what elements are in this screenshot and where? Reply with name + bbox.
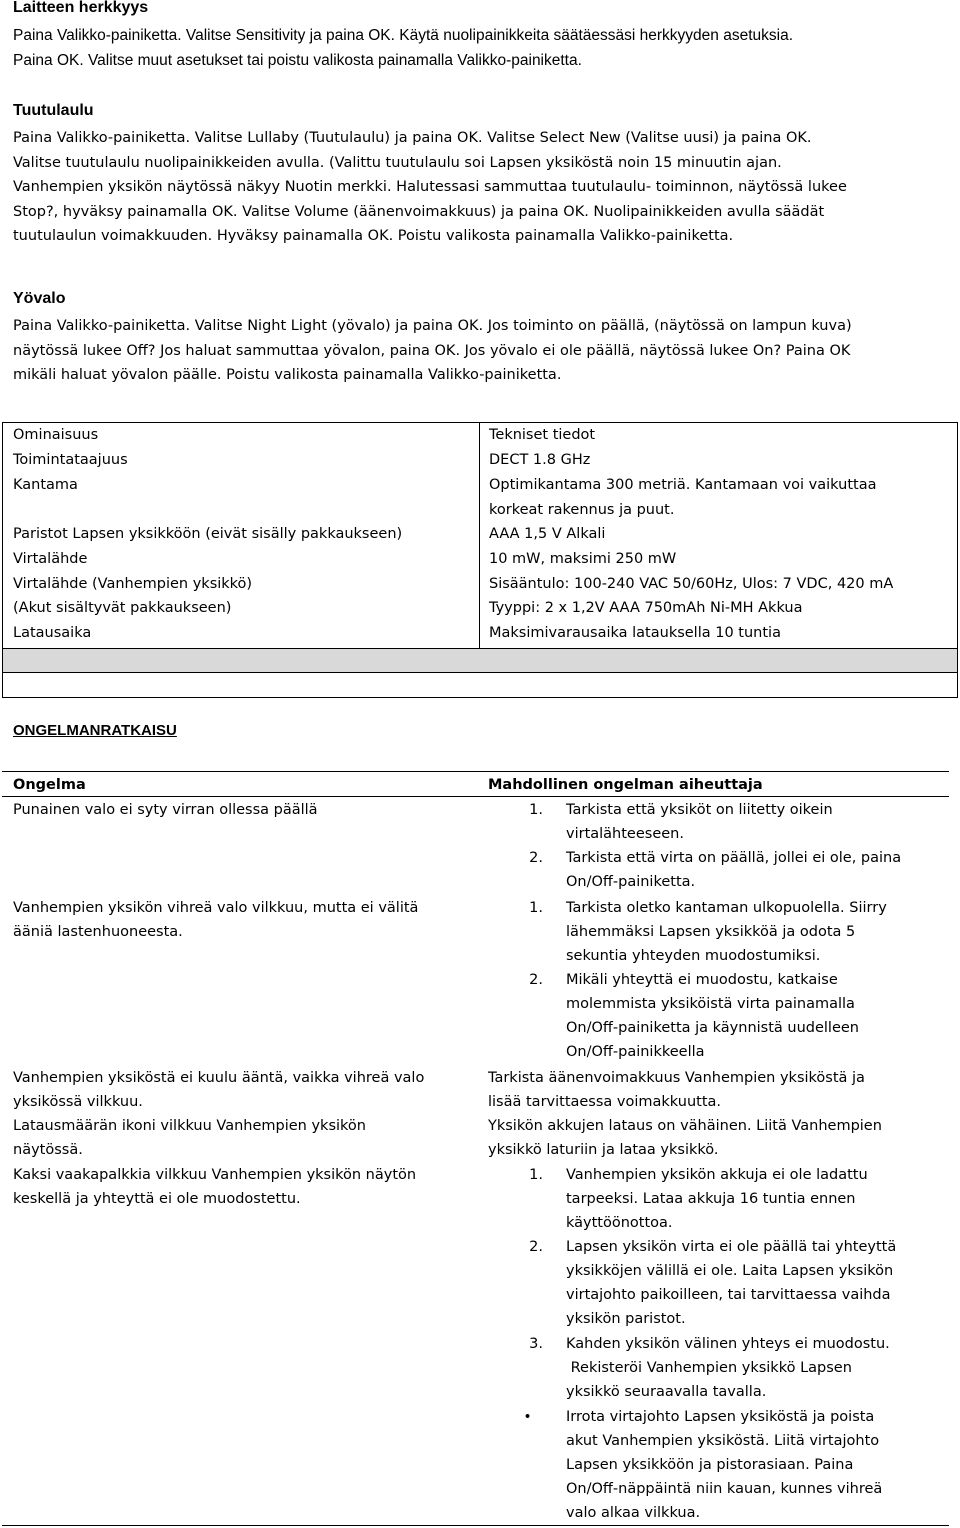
nightlight-line-1: Paina Valikko-painiketta. Valitse Night Light (yövalo) ja paina OK. Jos toiminto on päällä, (näytössä on lampun kuva) [13,318,852,334]
ts-item-line: On/Off-näppäintä niin kauan, kunnes vihreä [566,1481,883,1497]
lullaby-line-5: tuutulaulun voimakkuuden. Hyväksy painamalla OK. Poistu valikosta painamalla Valikko-painiketta. [13,228,734,244]
sensitivity-heading: Laitteen herkkyys [13,0,149,16]
ts-item-line: virtajohto paikoilleen, tai tarvittaessa vaihda [566,1287,891,1303]
lullaby-line-1: Paina Valikko-painiketta. Valitse Lullaby (Tuutulaulu) ja paina OK. Valitse Select New (Valitse uusi) ja paina OK. [13,130,812,146]
ts-item-number: 1. [529,802,543,818]
specs-middle-border [479,422,480,648]
ts-problem: Latausmäärän ikoni vilkkuu Vanhempien yksikön [13,1118,366,1134]
ts-item-number: 2. [529,972,543,988]
ts-cause: yksikkö laturiin ja lataa yksikkö. [488,1142,719,1158]
ts-item-line: käyttöönottoa. [566,1215,673,1231]
ts-item-line: Tarkista oletko kantaman ulkopuolella. Siirry [566,900,887,916]
ts-item-line: virtalähteeseen. [566,826,684,842]
spec-label: (Akut sisältyvät pakkaukseen) [13,600,232,616]
lullaby-heading: Tuutulaulu [13,102,94,119]
ts-item-line: tarpeeksi. Lataa akkuja 16 tuntia ennen [566,1191,856,1207]
ts-problem: yksikössä vilkkuu. [13,1094,143,1110]
nightlight-line-2: näytössä lukee Off? Jos haluat sammuttaa yövalon, paina OK. Jos yövalo ei ole päällä, näytössä lukee On? Paina OK [13,342,851,359]
specs-bottom-border [2,697,958,698]
spec-value: Sisääntulo: 100-240 VAC 50/60Hz, Ulos: 7 VDC, 420 mA [489,576,894,592]
ts-item-number: 1. [529,1167,543,1183]
nightlight-line-3: mikäli haluat yövalon päälle. Poistu valikosta painamalla Valikko-painiketta. [13,367,562,383]
ts-item-line: Kahden yksikön välinen yhteys ei muodostu. [566,1336,890,1352]
spec-value: AAA 1,5 V Alkali [489,526,606,542]
sensitivity-line-2: Paina OK. Valitse muut asetukset tai poistu valikosta painamalla Valikko-painiketta. [13,52,582,69]
ts-item-line: Lapsen yksikön virta ei ole päällä tai yhteyttä [566,1239,897,1255]
specs-footer-band [3,649,957,672]
spec-value: DECT 1.8 GHz [489,452,591,468]
sensitivity-line-1: Paina Valikko-painiketta. Valitse Sensitivity ja paina OK. Käytä nuolipainikkeita säätäessäsi herkkyyden asetuksia. [13,27,794,44]
bullet-icon: • [525,1409,531,1425]
ts-problem: keskellä ja yhteyttä ei ole muodostettu. [13,1191,301,1207]
lullaby-line-2: Valitse tuutulaulu nuolipainikkeiden avulla. (Valittu tuutulaulu soi Lapsen yksiköstä noin 15 minuutin ajan. [13,154,782,171]
ts-item-line: On/Off-painiketta ja käynnistä uudelleen [566,1020,859,1036]
ts-problem: näytössä. [13,1142,83,1158]
ts-item-line: Tarkista että yksiköt on liitetty oikein [566,802,833,818]
ts-cause: Tarkista äänenvoimakkuus Vanhempien yksiköstä ja [488,1070,865,1086]
spec-value: 10 mW, maksimi 250 mW [489,551,677,567]
ts-header-cause: Mahdollinen ongelman aiheuttaja [488,777,763,793]
ts-item-line: Vanhempien yksikön akkuja ei ole ladattu [566,1167,868,1183]
spec-label: Virtalähde [13,551,88,567]
ts-item-line: On/Off-painiketta. [566,874,696,890]
spec-value: Maksimivarausaika latauksella 10 tuntia [489,625,781,641]
spec-value: korkeat rakennus ja puut. [489,502,675,518]
troubleshooting-title: ONGELMANRATKAISU [13,722,177,739]
ts-item-line: Lapsen yksikköön ja pistorasiaan. Paina [566,1457,854,1473]
ts-item-line: yksikköjen välillä ei ole. Laita Lapsen yksikön [566,1263,894,1279]
spec-label: Toimintataajuus [13,452,128,468]
spec-value: Optimikantama 300 metriä. Kantamaan voi vaikuttaa [489,477,877,493]
spec-label: Ominaisuus [13,427,99,443]
ts-item-line: Tarkista että virta on päällä, jollei ei ole, paina [566,850,902,866]
spec-value: Tyyppi: 2 x 1,2V AAA 750mAh Ni-MH Akkua [489,600,803,616]
ts-problem: Vanhempien yksikön vihreä valo vilkkuu, mutta ei välitä [13,900,419,916]
ts-header-problem: Ongelma [13,777,86,793]
ts-item-number: 3. [529,1336,543,1352]
ts-item-line: yksikön paristot. [566,1311,686,1327]
spec-label: Virtalähde (Vanhempien yksikkö) [13,576,253,592]
spec-value: Tekniset tiedot [489,427,596,443]
ts-item-line: valo alkaa vilkkua. [566,1505,701,1521]
ts-problem: Punainen valo ei syty virran ollessa päällä [13,802,318,818]
specs-right-border [957,422,958,698]
ts-problem: ääniä lastenhuoneesta. [13,924,183,940]
ts-item-line: Irrota virtajohto Lapsen yksiköstä ja poista [566,1409,875,1425]
ts-item-line: lähemmäksi Lapsen yksikköä ja odota 5 [566,924,856,940]
ts-item-line: akut Vanhempien yksiköstä. Liitä virtajohto [566,1433,880,1449]
spec-label: Kantama [13,477,78,493]
ts-item-line: Rekisteröi Vanhempien yksikkö Lapsen [566,1360,852,1376]
ts-problem: Kaksi vaakapalkkia vilkkuu Vanhempien yksikön näytön [13,1167,417,1183]
ts-header-divider [2,796,949,797]
ts-item-line: Mikäli yhteyttä ei muodostu, katkaise [566,972,838,988]
nightlight-heading: Yövalo [13,290,66,307]
lullaby-line-3: Vanhempien yksikön näytössä näkyy Nuotin merkki. Halutessasi sammuttaa tuutulaulu- toiminnon, näytössä lukee [13,179,847,195]
ts-item-number: 1. [529,900,543,916]
ts-item-number: 2. [529,1239,543,1255]
ts-cause: lisää tarvittaessa voimakkuutta. [488,1094,721,1110]
ts-item-line: sekuntia yhteyden muodostumiksi. [566,948,821,964]
ts-cause: Yksikön akkujen lataus on vähäinen. Liitä Vanhempien [488,1118,882,1134]
specs-blank-row [3,673,957,697]
ts-top-border [2,771,949,772]
ts-item-number: 2. [529,850,543,866]
ts-bottom-border [2,1525,949,1526]
spec-label: Latausaika [13,625,92,641]
ts-item-line: yksikkö seuraavalla tavalla. [566,1384,767,1400]
ts-item-line: On/Off-painikkeella [566,1044,705,1060]
ts-item-line: molemmista yksiköistä virta painamalla [566,996,855,1012]
ts-problem: Vanhempien yksiköstä ei kuulu ääntä, vaikka vihreä valo [13,1070,425,1086]
lullaby-line-4: Stop?, hyväksy painamalla OK. Valitse Volume (äänenvoimakkuus) ja paina OK. Nuolipainikkeiden avulla säädät [13,203,825,220]
spec-label: Paristot Lapsen yksikköön (eivät sisälly pakkaukseen) [13,526,403,542]
